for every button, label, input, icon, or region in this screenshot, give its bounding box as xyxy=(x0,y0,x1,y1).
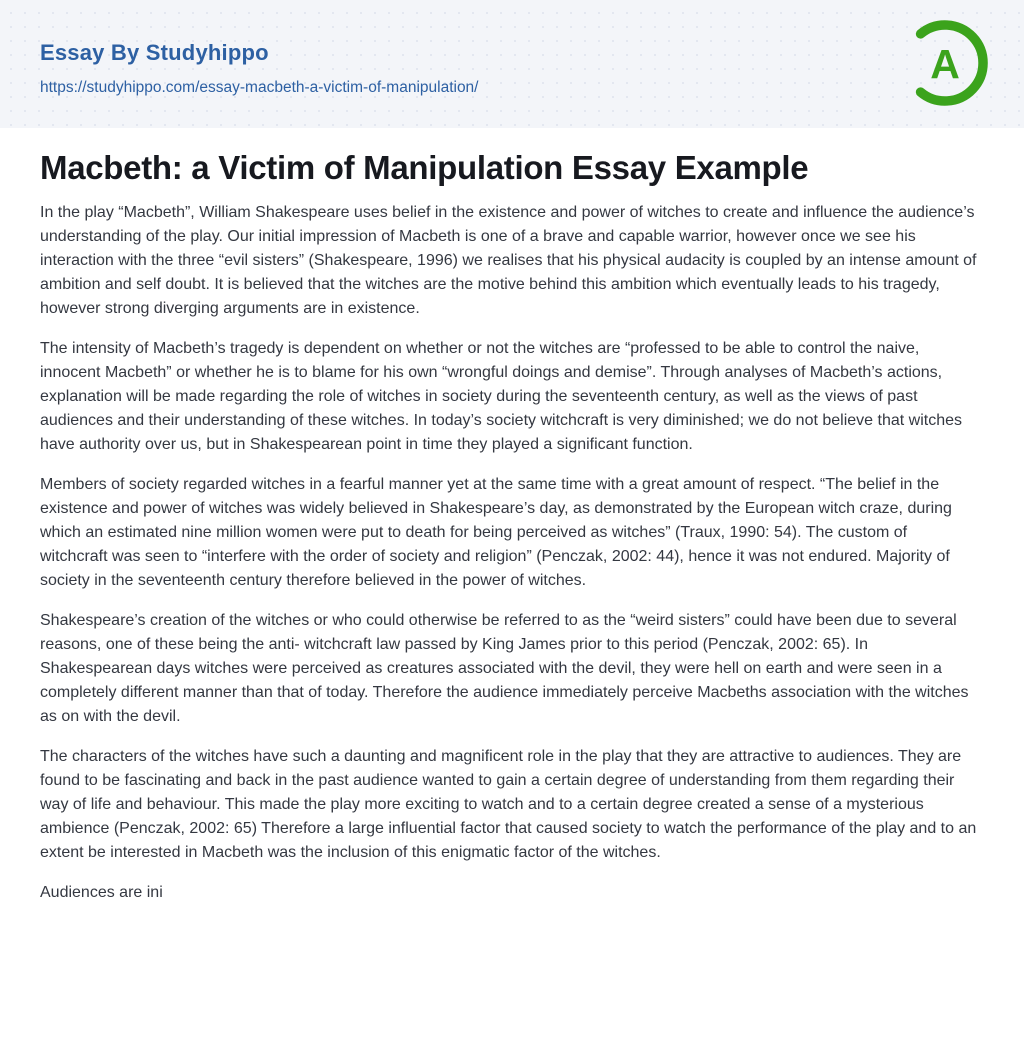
logo-letter: A xyxy=(930,40,960,87)
essay-paragraph: The intensity of Macbeth’s tragedy is dependent on whether or not the witches are “professed to be able to control the naive, innocent Macbeth” or whether he is to blame for his own “wrongful doings and demise”. Through analyses of Macbeth’s actions, explanation will be made regarding the role of witches in society during the seventeenth century, as well as the views of past audiences and their understanding of these witches. In today’s society witchcraft is very diminished; we do not believe that witches have authority over us, but in Shakespearean point in time they played a significant function. xyxy=(40,340,962,454)
header-text xyxy=(40,42,479,97)
essay-paragraph: In the play “Macbeth”, William Shakespeare uses belief in the existence and power of witches to create and influence the audience’s understanding of the play. Our initial impression of Macbeth is one of a brave and capable warrior, however once we see his interaction with the three “evil sisters” (Shakespeare, 1996) we realises that his physical audacity is coupled by an intense amount of ambition and self doubt. It is believed that the witches are the motive behind this ambition which eventually leads to his tragedy, however strong diverging arguments are in existence. xyxy=(40,204,977,318)
studyhippo-logo-icon xyxy=(902,20,988,106)
essay-title: Macbeth: a Victim of Manipulation Essay Example xyxy=(40,149,809,186)
site-title: Essay By Studyhippo xyxy=(40,40,269,65)
essay-url-link[interactable]: https://studyhippo.com/essay-macbeth-a-victim-of-manipulation/ xyxy=(40,79,479,96)
essay-paragraph: Audiences are ini xyxy=(40,884,163,902)
essay-paragraph: The characters of the witches have such a daunting and magnificent role in the play that they are attractive to audiences. They are found to be fascinating and back in the past audience wanted to gain a certain degree of understanding from them regarding their way of life and behaviour. This made the play more exciting to watch and to a certain degree created a sense of a mysterious ambience (Penczak, 2002: 65) Therefore a large influential factor that caused society to watch the performance of the play and to an extent be interested in Macbeth was the inclusion of this enigmatic factor of the witches. xyxy=(40,748,977,862)
essay-body xyxy=(40,201,978,905)
essay-content xyxy=(0,128,1024,905)
header xyxy=(0,0,1024,128)
essay-paragraph: Shakespeare’s creation of the witches or who could otherwise be referred to as the “weird sisters” could have been due to several reasons, one of these being the anti- witchcraft law passed by King James prior to this period (Penczak, 2002: 65). In Shakespearean days witches were perceived as creatures associated with the devil, they were hell on earth and were seen in a completely different manner than that of today. Therefore the audience immediately perceive Macbeths association with the witches as on with the devil. xyxy=(40,612,969,726)
essay-paragraph: Members of society regarded witches in a fearful manner yet at the same time with a great amount of respect. “The belief in the existence and power of witches was widely believed in Shakespeare’s day, as demonstrated by the European witch craze, during which an estimated nine million women were put to death for being perceived as witches” (Traux, 1990: 54). The custom of witchcraft was seen to “interfere with the order of society and religion” (Penczak, 2002: 44), hence it was not endured. Majority of society in the seventeenth century therefore believed in the power of witches. xyxy=(40,476,952,590)
